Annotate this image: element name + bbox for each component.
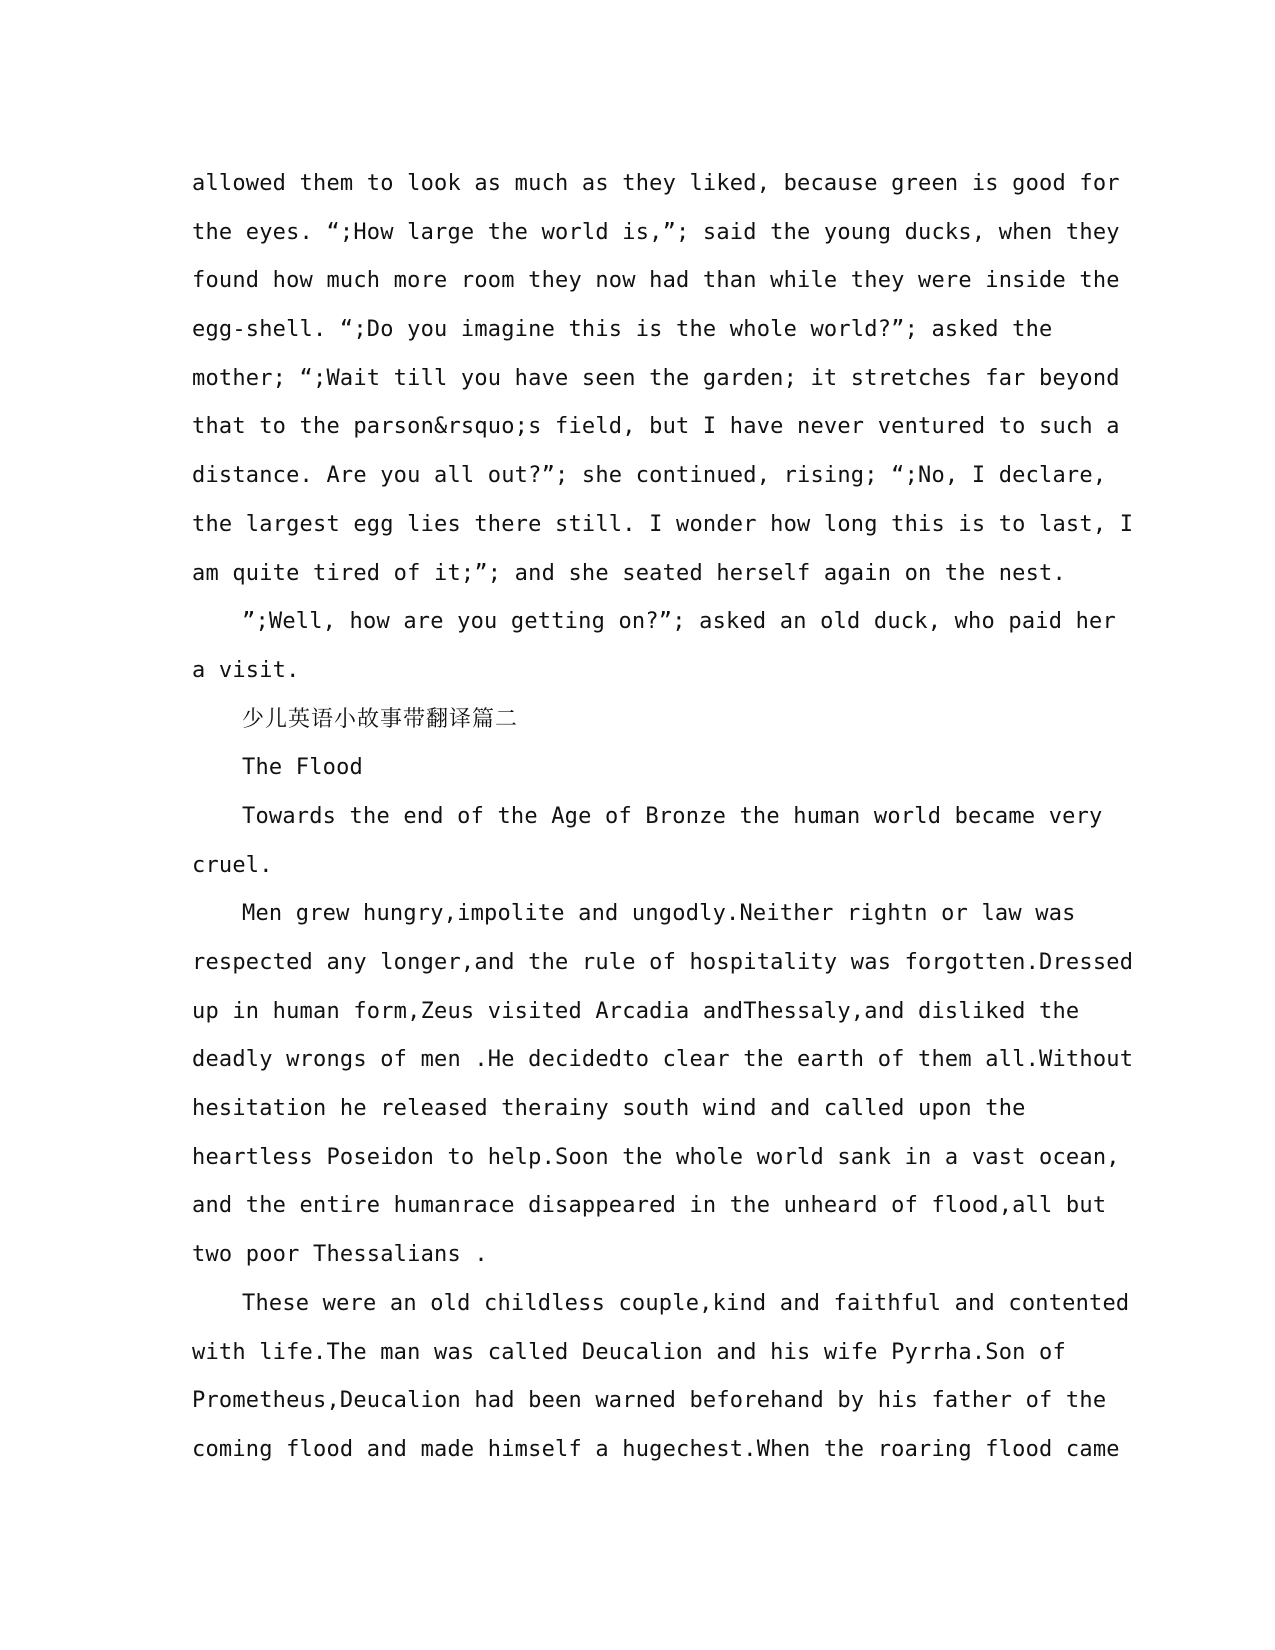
section-heading-chinese: 少儿英语小故事带翻译篇二 — [242, 706, 519, 732]
text-line: am quite tired of it;”; and she seated herself again on the nest. — [192, 560, 1066, 586]
paragraph-start-line: ”;Well, how are you getting on?”; asked an old duck, who paid her — [242, 609, 1116, 635]
text-line: hesitation he released therainy south wind and called upon the — [192, 1096, 1026, 1122]
text-line: respected any longer,and the rule of hospitality was forgotten.Dressed — [192, 950, 1134, 975]
document-body — [192, 160, 1134, 1475]
text-line: allowed them to look as much as they liked, because green is good for — [192, 171, 1120, 196]
paragraph-start-line: Towards the end of the Age of Bronze the human world became very — [242, 803, 1103, 829]
text-line: coming flood and made himself a hugechest.When the roaring flood came — [192, 1436, 1120, 1462]
text-line: cruel. — [192, 852, 273, 878]
text-line: the eyes. “;How large the world is,”; said the young ducks, when they — [192, 219, 1120, 245]
text-line: with life.The man was called Deucalion and his wife Pyrrha.Son of — [192, 1339, 1066, 1365]
text-line: deadly wrongs of men .He decidedto clear the earth of them all.Without — [192, 1047, 1134, 1073]
text-line: the largest egg lies there still. I wonder how long this is to last, I — [192, 511, 1134, 537]
text-line: two poor Thessalians . — [192, 1242, 488, 1268]
text-line: distance. Are you all out?”; she continued, rising; “;No, I declare, — [192, 463, 1107, 489]
text-line: Prometheus,Deucalion had been warned beforehand by his father of the — [192, 1388, 1107, 1414]
text-line: egg-shell. “;Do you imagine this is the whole world?”; asked the — [192, 317, 1053, 343]
text-line: and the entire humanrace disappeared in the unheard of flood,all but — [192, 1193, 1107, 1219]
text-line: found how much more room they now had than while they were inside the — [192, 268, 1120, 294]
text-line: that to the parson&rsquo;s field, but I have never ventured to such a — [192, 414, 1120, 440]
text-line: mother; “;Wait till you have seen the garden; it stretches far beyond — [192, 365, 1120, 391]
text-line: up in human form,Zeus visited Arcadia andThessaly,and disliked the — [192, 998, 1080, 1024]
text-line: a visit. — [192, 657, 300, 683]
paragraph-start-line: Men grew hungry,impolite and ungodly.Neither rightn or law was — [242, 901, 1076, 927]
paragraph-start-line: These were an old childless couple,kind and faithful and contented — [242, 1290, 1130, 1316]
story-title: The Flood — [242, 755, 364, 781]
text-line: heartless Poseidon to help.Soon the whole world sank in a vast ocean, — [192, 1144, 1120, 1170]
